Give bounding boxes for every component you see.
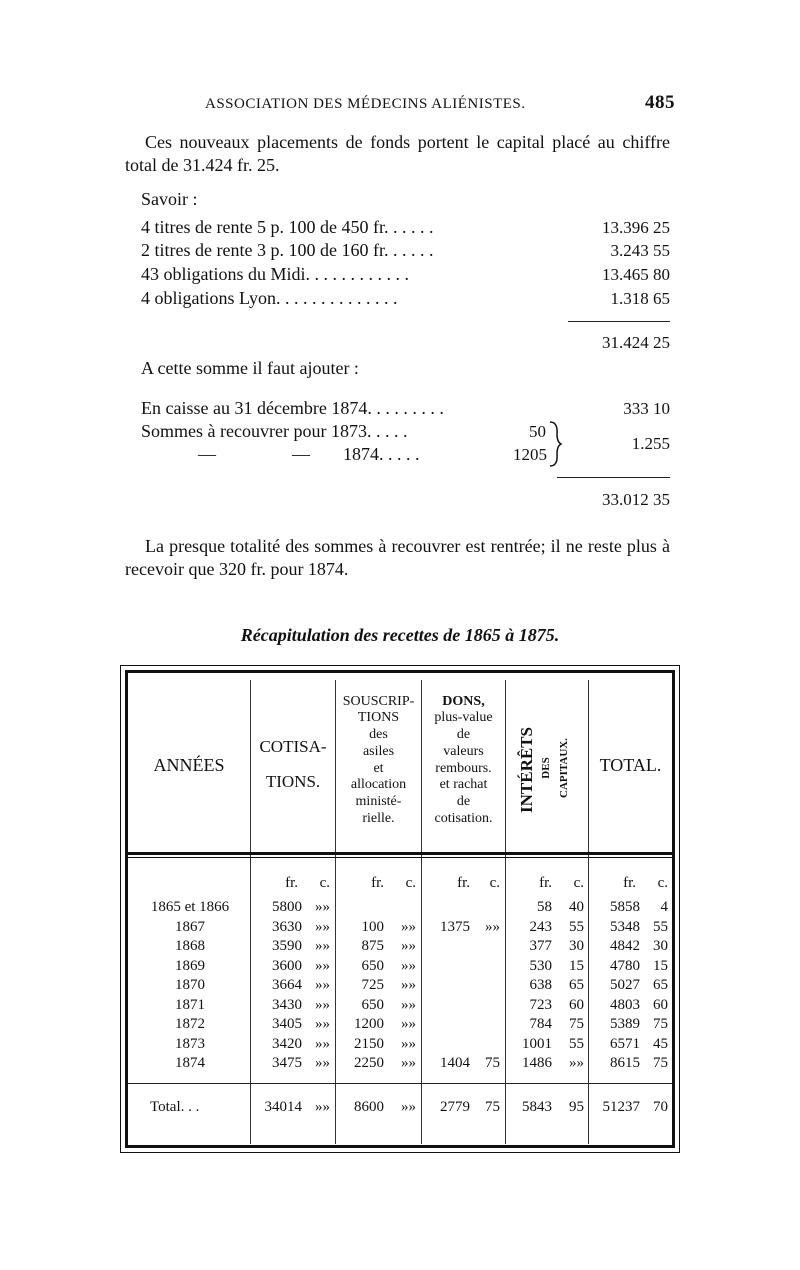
- header-dons: plus-value: [434, 710, 493, 725]
- unit-c: c.: [405, 875, 416, 891]
- table-cell-sous-c: »»: [401, 938, 416, 954]
- table-cell-tot-c: 4: [660, 899, 668, 915]
- recouvrer-1874-label: 1874. . . . .: [343, 444, 420, 464]
- table-cell-sous-c: »»: [401, 1055, 416, 1071]
- header-dons: de: [456, 727, 471, 742]
- table-cell-int-c: 15: [569, 957, 584, 974]
- unit-fr: fr.: [623, 875, 636, 891]
- table-cell-tot-fr: 4803: [610, 996, 640, 1013]
- table-cell-cot-c: »»: [315, 938, 330, 954]
- totals-rule: [128, 1083, 672, 1084]
- table-cell-tot-fr: 4780: [610, 957, 640, 974]
- unit-fr: fr.: [371, 875, 384, 891]
- savoir-item-amount: 13.396 25: [602, 218, 670, 237]
- header-total: TOTAL.: [599, 755, 662, 775]
- header-souscriptions: SOUSCRIP-: [342, 694, 415, 709]
- total-cell: 70: [653, 1099, 668, 1115]
- header-des: DES: [540, 757, 552, 779]
- total-cell: »»: [315, 1099, 330, 1115]
- ajouter-total: 33.012 35: [602, 490, 670, 509]
- table-cell-annee: 1865 et 1866: [150, 899, 230, 915]
- table-cell-sous-c: »»: [401, 977, 416, 993]
- table-cell-sous-fr: 2150: [354, 1035, 384, 1052]
- table-cell-tot-fr: 8615: [610, 1055, 640, 1071]
- table-cell-cot-c: »»: [315, 918, 330, 935]
- unit-c: c.: [319, 875, 330, 891]
- table-cell-dons-c: 75: [485, 1055, 500, 1071]
- header-rule: [128, 852, 672, 855]
- savoir-item-amount: 3.243 55: [610, 241, 670, 260]
- savoir-item-label: 43 obligations du Midi. . . . . . . . . . . .: [141, 264, 410, 284]
- header-dons: de: [456, 794, 471, 809]
- table-cell-int-fr: 784: [529, 1016, 552, 1032]
- header-cotisations: TIONS.: [265, 772, 321, 791]
- header-souscriptions: rielle.: [362, 811, 395, 826]
- table-cell-int-c: 75: [569, 1016, 584, 1032]
- table-cell-tot-fr: 5027: [610, 977, 640, 993]
- caisse-amount: 333 10: [623, 399, 670, 418]
- page-number: 485: [645, 92, 675, 113]
- table-cell-tot-c: 65: [653, 977, 668, 993]
- table-cell-int-c: 55: [569, 1035, 584, 1052]
- header-dons: valeurs: [443, 744, 484, 759]
- table-cell-tot-fr: 4842: [610, 938, 640, 954]
- savoir-item-label: 2 titres de rente 3 p. 100 de 160 fr. . . . . .: [141, 240, 434, 260]
- header-dons: rembours.: [435, 761, 492, 776]
- header-capitaux: CAPITAUX.: [558, 738, 570, 798]
- column-divider: [588, 680, 589, 1144]
- table-cell-cot-fr: 3420: [272, 1035, 302, 1052]
- table-cell-int-fr: 1486: [522, 1055, 552, 1071]
- table-cell-cot-fr: 3590: [272, 938, 302, 954]
- table-cell-cot-c: »»: [315, 1016, 330, 1032]
- table-cell-tot-c: 15: [653, 957, 668, 974]
- table-cell-tot-c: 75: [653, 1016, 668, 1032]
- recouvrer-1873-amount: 50: [529, 422, 546, 441]
- total-rule: [557, 477, 670, 478]
- table-cell-tot-c: 75: [653, 1055, 668, 1071]
- table-cell-tot-c: 45: [653, 1035, 668, 1052]
- header-annees: ANNÉES: [153, 755, 225, 775]
- ditto-dash: —: [198, 444, 216, 464]
- table-cell-int-fr: 58: [537, 899, 552, 915]
- table-cell-cot-fr: 5800: [272, 899, 302, 915]
- table-cell-annee: 1872: [175, 1016, 205, 1032]
- table-title: Récapitulation des recettes de 1865 à 1875.: [240, 625, 560, 645]
- table-cell-cot-fr: 3600: [272, 957, 302, 974]
- savoir-subtotal: 31.424 25: [602, 333, 670, 352]
- table-cell-int-c: 40: [569, 899, 584, 915]
- table-cell-annee: 1874: [175, 1055, 205, 1071]
- total-cell: 75: [485, 1099, 500, 1115]
- ajouter-label: A cette somme il faut ajouter :: [141, 358, 359, 378]
- table-cell-int-fr: 530: [529, 957, 552, 974]
- total-cell: 34014: [264, 1099, 302, 1115]
- table-cell-tot-c: 55: [653, 918, 668, 935]
- table-cell-sous-c: »»: [401, 918, 416, 935]
- table-cell-tot-c: 60: [653, 996, 668, 1013]
- table-cell-cot-fr: 3405: [272, 1016, 302, 1032]
- table-cell-annee: 1869: [175, 957, 205, 974]
- header-interets: INTÉRÊTS: [517, 727, 536, 813]
- table-cell-sous-fr: 875: [361, 938, 384, 954]
- header-souscriptions: TIONS: [357, 710, 400, 725]
- table-cell-sous-fr: 1200: [354, 1016, 384, 1032]
- table-cell-dons-c: »»: [485, 918, 500, 935]
- header-rule: [128, 857, 672, 858]
- table-cell-int-fr: 243: [529, 918, 552, 935]
- table-cell-annee: 1867: [175, 918, 205, 935]
- header-souscriptions: ministé-: [355, 794, 402, 809]
- table-cell-dons-fr: 1375: [440, 918, 470, 935]
- total-cell: »»: [401, 1099, 416, 1115]
- table-cell-sous-fr: 650: [361, 996, 384, 1013]
- table-cell-annee: 1868: [175, 938, 205, 954]
- unit-fr: fr.: [285, 875, 298, 891]
- table-cell-tot-fr: 5389: [610, 1016, 640, 1032]
- unit-fr: fr.: [457, 875, 470, 891]
- table-cell-annee: 1871: [175, 996, 205, 1013]
- closing-paragraph: La presque totalité des sommes à recouvrer est rentrée; il ne reste plus à recevoir que 320 fr. pour 1874.: [125, 536, 670, 579]
- total-cell: 5843: [522, 1099, 552, 1115]
- header-dons: et rachat: [439, 777, 488, 792]
- table-cell-int-c: 65: [569, 977, 584, 993]
- table-cell-cot-c: »»: [315, 977, 330, 993]
- table-cell-sous-fr: 650: [361, 957, 384, 974]
- caisse-label: En caisse au 31 décembre 1874. . . . . . . . .: [141, 398, 444, 418]
- header-title: ASSOCIATION DES MÉDECINS ALIÉNISTES.: [205, 96, 526, 112]
- table-cell-tot-fr: 5858: [610, 899, 640, 915]
- bracket-total: 1.255: [631, 434, 670, 453]
- header-souscriptions: allocation: [350, 777, 407, 792]
- table-cell-cot-fr: 3475: [272, 1055, 302, 1071]
- table-cell-int-c: 55: [569, 918, 584, 935]
- total-cell: 51237: [602, 1099, 640, 1115]
- table-cell-int-fr: 377: [529, 938, 552, 954]
- savoir-item-label: 4 titres de rente 5 p. 100 de 450 fr. . . . . .: [141, 217, 434, 237]
- table-cell-sous-c: »»: [401, 1016, 416, 1032]
- unit-c: c.: [657, 875, 668, 891]
- savoir-label: Savoir :: [141, 189, 198, 209]
- header-souscriptions: des: [369, 727, 388, 742]
- savoir-item-amount: 1.318 65: [610, 289, 670, 308]
- table-cell-annee: 1870: [175, 977, 205, 993]
- table-cell-int-fr: 638: [529, 977, 552, 993]
- header-dons: DONS,: [442, 694, 485, 709]
- table-cell-sous-c: »»: [401, 957, 416, 974]
- table-cell-cot-fr: 3630: [272, 918, 302, 935]
- savoir-item-amount: 13.465 80: [602, 265, 670, 284]
- table-cell-sous-c: »»: [401, 1035, 416, 1052]
- table-cell-sous-c: »»: [401, 996, 416, 1013]
- intro-paragraph: Ces nouveaux placements de fonds portent le capital placé au chiffre total de 31.424 fr. 25.: [125, 132, 670, 175]
- running-header: [205, 92, 675, 113]
- savoir-item-label: 4 obligations Lyon. . . . . . . . . . . . . .: [141, 288, 398, 308]
- header-souscriptions: asiles: [362, 744, 395, 759]
- table-cell-sous-fr: 100: [361, 918, 384, 935]
- table-cell-tot-c: 30: [653, 938, 668, 954]
- table-cell-int-fr: 1001: [522, 1035, 552, 1052]
- subtotal-rule: [568, 321, 670, 322]
- unit-fr: fr.: [539, 875, 552, 891]
- table-cell-tot-fr: 6571: [610, 1035, 640, 1052]
- unit-c: c.: [573, 875, 584, 891]
- table-cell-int-c: 60: [569, 996, 584, 1013]
- recouvrer-1874-amount: 1205: [513, 445, 547, 464]
- table-cell-int-c: 30: [569, 938, 584, 954]
- total-cell: 8600: [354, 1099, 384, 1115]
- table-cell-sous-fr: 725: [361, 977, 384, 993]
- total-cell: 95: [569, 1099, 584, 1115]
- table-cell-sous-fr: 2250: [354, 1055, 384, 1071]
- column-divider: [505, 680, 506, 1144]
- table-cell-cot-fr: 3430: [272, 996, 302, 1013]
- unit-c: c.: [489, 875, 500, 891]
- total-cell: 2779: [440, 1099, 470, 1115]
- table-cell-int-c: »»: [569, 1055, 584, 1071]
- header-cotisations: COTISA-: [259, 737, 327, 756]
- recouvrer-1873-label: Sommes à recouvrer pour 1873. . . . .: [141, 421, 408, 441]
- table-cell-cot-c: »»: [315, 1055, 330, 1071]
- table-cell-tot-fr: 5348: [610, 918, 640, 935]
- table-cell-cot-fr: 3664: [272, 977, 302, 993]
- table-cell-dons-fr: 1404: [440, 1055, 470, 1071]
- brace-icon: [548, 420, 562, 468]
- table-cell-annee: 1873: [175, 1035, 205, 1052]
- table-cell-cot-c: »»: [315, 957, 330, 974]
- ditto-dash: —: [292, 444, 310, 464]
- table-cell-int-fr: 723: [529, 996, 552, 1013]
- table-cell-cot-c: »»: [315, 996, 330, 1013]
- table-cell-cot-c: »»: [315, 1035, 330, 1052]
- header-souscriptions: et: [373, 761, 384, 776]
- table-cell-cot-c: »»: [315, 899, 330, 915]
- header-dons: cotisation.: [434, 811, 493, 826]
- totals-label: Total. . .: [150, 1099, 200, 1115]
